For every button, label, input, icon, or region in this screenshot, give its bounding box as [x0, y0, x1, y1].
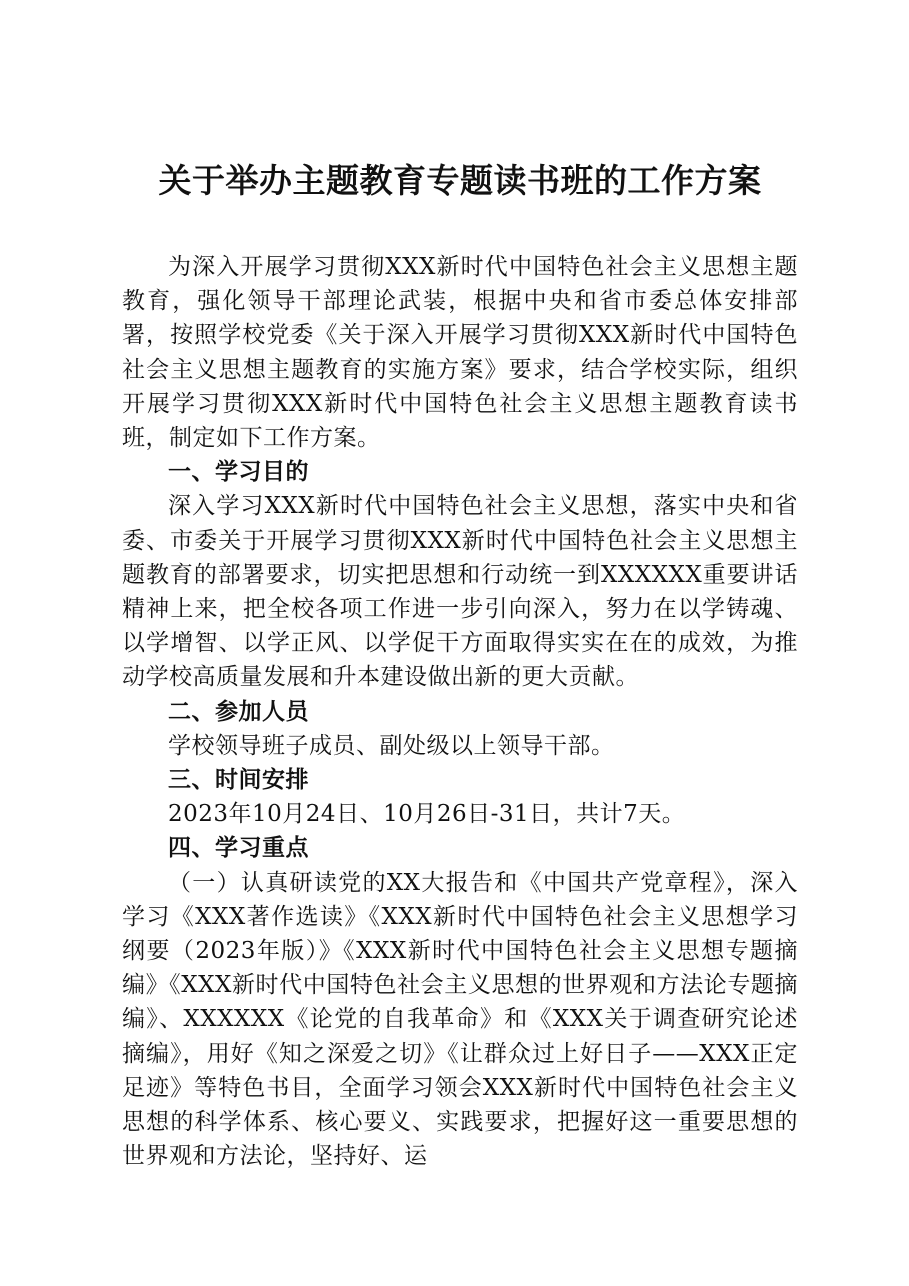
section-body-purpose: 深入学习XXX新时代中国特色社会主义思想，落实中央和省委、市委关于开展学习贯彻XXX新时代中国特色社会主义思想主题教育的部署要求，切实把思想和行动统一到XXXXXX重要讲话精神上来，把全校各项工作进一步引向深入，努力在以学铸魂、以学增智、以学正风、以学促干方面取得实实在在的成效，为推动学校高质量发展和升本建设做出新的更大贡献。 — [122, 493, 798, 691]
section-heading-participants: 二、参加人员 — [168, 698, 309, 725]
section-body-focus: （一）认真研读党的XX大报告和《中国共产党章程》，深入学习《XXX著作选读》《XXX新时代中国特色社会主义思想学习纲要（2023年版）》《XXX新时代中国特色社会主义思想专题摘编》《XXX新时代中国特色社会主义思想的世界观和方法论专题摘编》、XXXXXX《论党的自我革命》和《XXX关于调查研究论述摘编》，用好《知之深爱之切》《让群众过上好日子——XXX正定足迹》等特色书目，全面学习领会XXX新时代中国特色社会主义思想的科学体系、核心要义、实践要求，把握好这一重要思想的世界观和方法论，坚持好、运 — [122, 869, 798, 1170]
document-page — [122, 158, 798, 1173]
section-heading-schedule: 三、时间安排 — [168, 767, 309, 794]
section-body-schedule: 2023年10月24日、10月26日-31日，共计7天。 — [168, 801, 686, 828]
section-body-participants: 学校领导班子成员、副处级以上领导干部。 — [168, 732, 615, 759]
section-heading-purpose: 一、学习目的 — [168, 459, 309, 486]
intro-paragraph: 为深入开展学习贯彻XXX新时代中国特色社会主义思想主题教育，强化领导干部理论武装，根据中央和省市委总体安排部署，按照学校党委《关于深入开展学习贯彻XXX新时代中国特色社会主义思想主题教育的实施方案》要求，结合学校实际，组织开展学习贯彻XXX新时代中国特色社会主义思想主题教育读书班，制定如下工作方案。 — [122, 254, 798, 452]
section-heading-focus: 四、学习重点 — [168, 835, 309, 862]
document-title: 关于举办主题教育专题读书班的工作方案 — [158, 161, 762, 200]
